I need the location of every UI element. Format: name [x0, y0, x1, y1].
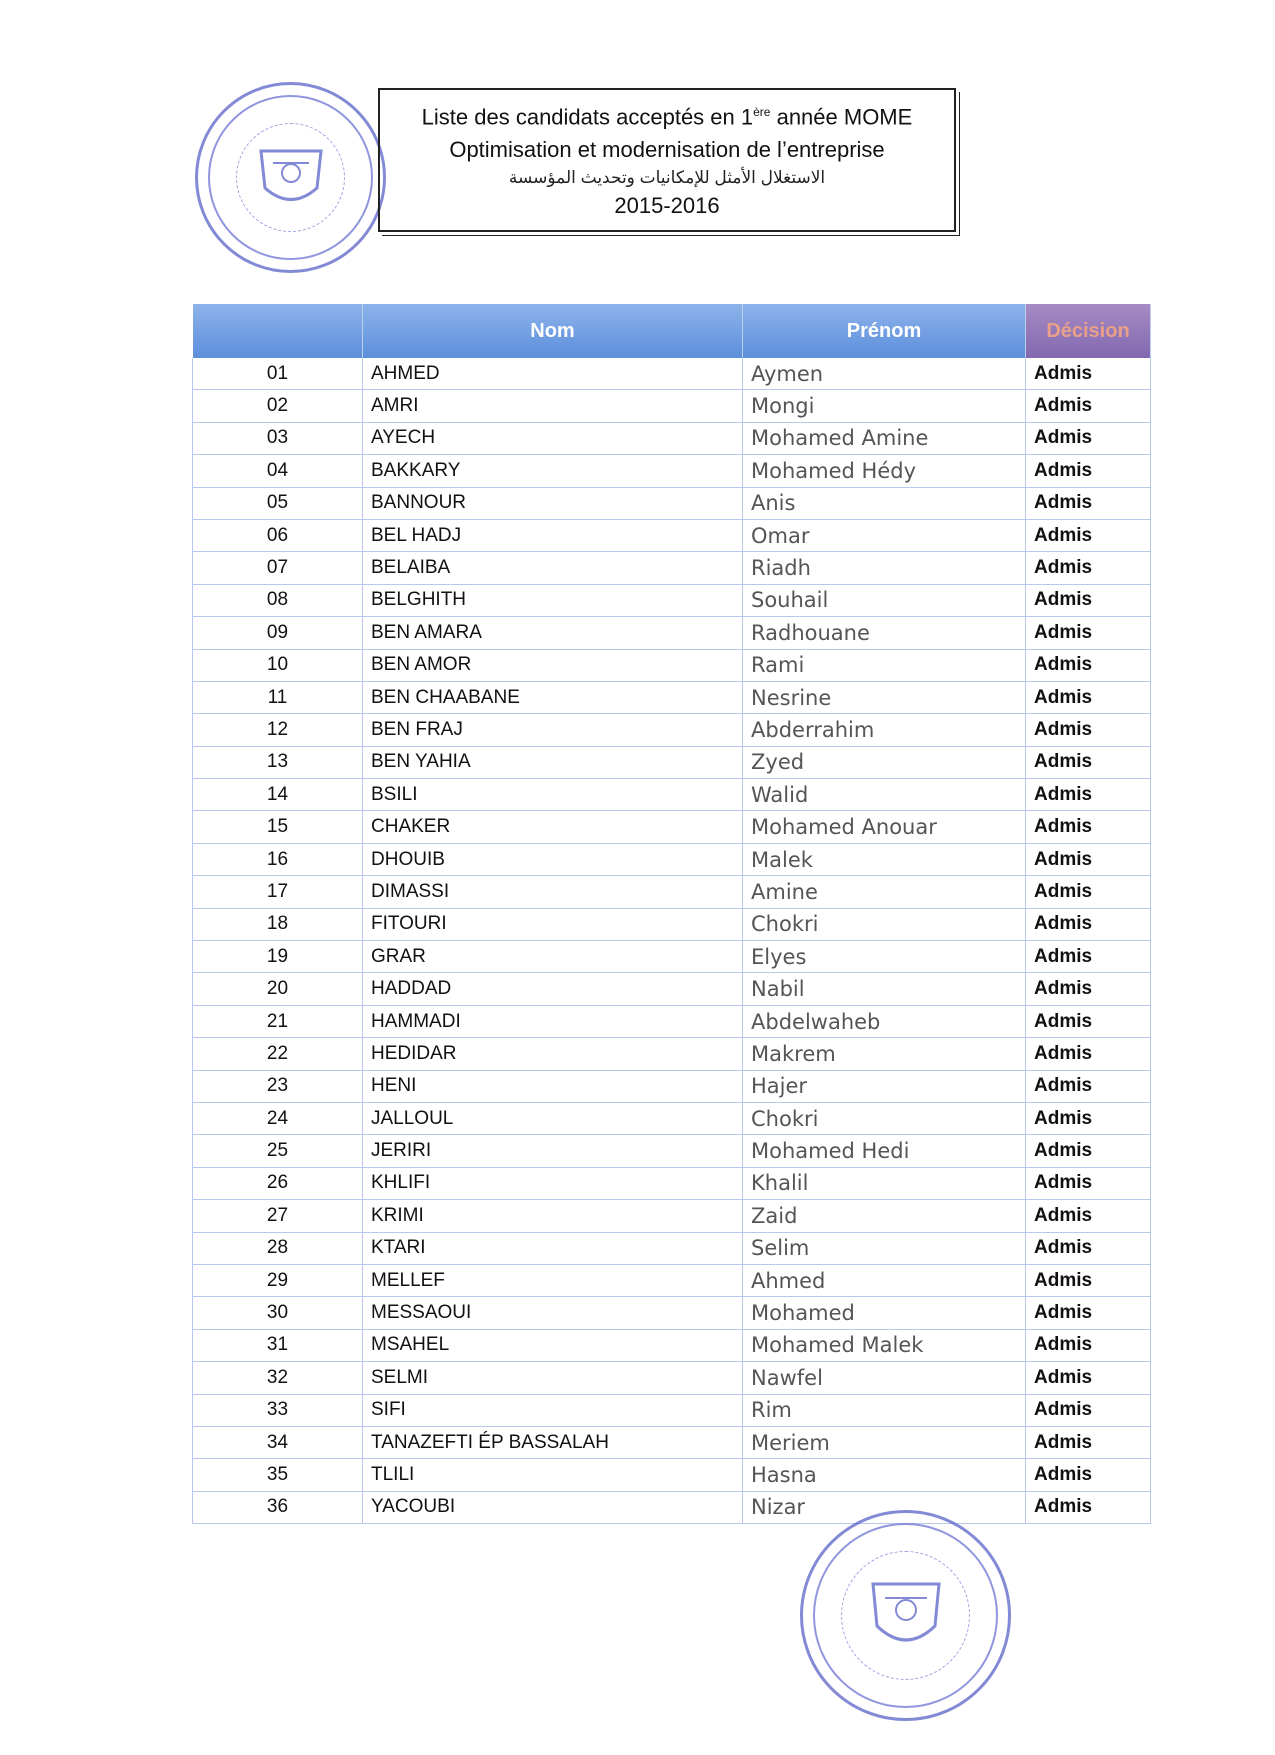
table-row: [193, 1362, 1151, 1394]
table-row: [193, 811, 1151, 843]
row-number: 33: [193, 1394, 363, 1426]
table-row: [193, 422, 1151, 454]
table-row: [193, 1491, 1151, 1523]
candidate-decision: Admis: [1026, 649, 1151, 681]
candidate-nom: MESSAOUI: [363, 1297, 743, 1329]
candidate-nom: AMRI: [363, 390, 743, 422]
candidate-nom: BSILI: [363, 779, 743, 811]
candidate-nom: YACOUBI: [363, 1491, 743, 1523]
header-decision: Décision: [1026, 304, 1151, 358]
table-row: [193, 617, 1151, 649]
candidate-prenom: Abdelwaheb: [743, 1005, 1026, 1037]
table-row: [193, 1426, 1151, 1458]
candidate-nom: AHMED: [363, 358, 743, 390]
table-row: [193, 876, 1151, 908]
official-stamp-bottom: [800, 1510, 1011, 1721]
candidate-decision: Admis: [1026, 1005, 1151, 1037]
candidate-decision: Admis: [1026, 1200, 1151, 1232]
table-row: [193, 1232, 1151, 1264]
candidate-nom: BANNOUR: [363, 487, 743, 519]
candidate-decision: Admis: [1026, 455, 1151, 487]
table-row: [193, 552, 1151, 584]
header-nom: Nom: [363, 304, 743, 358]
table-row: [193, 390, 1151, 422]
candidate-decision: Admis: [1026, 1038, 1151, 1070]
candidate-nom: DIMASSI: [363, 876, 743, 908]
table-row: [193, 584, 1151, 616]
candidate-nom: KRIMI: [363, 1200, 743, 1232]
candidate-nom: HAMMADI: [363, 1005, 743, 1037]
candidate-prenom: Mohamed Hédy: [743, 455, 1026, 487]
candidate-prenom: Nabil: [743, 973, 1026, 1005]
candidate-prenom: Amine: [743, 876, 1026, 908]
candidate-prenom: Hajer: [743, 1070, 1026, 1102]
candidate-prenom: Selim: [743, 1232, 1026, 1264]
row-number: 15: [193, 811, 363, 843]
row-number: 29: [193, 1264, 363, 1296]
row-number: 14: [193, 779, 363, 811]
candidate-decision: Admis: [1026, 1426, 1151, 1458]
row-number: 07: [193, 552, 363, 584]
row-number: 25: [193, 1135, 363, 1167]
candidates-table: [192, 304, 1151, 1524]
header-number: [193, 304, 363, 358]
candidate-prenom: Zyed: [743, 746, 1026, 778]
row-number: 32: [193, 1362, 363, 1394]
table-row: [193, 1102, 1151, 1134]
row-number: 05: [193, 487, 363, 519]
candidate-decision: Admis: [1026, 811, 1151, 843]
candidate-nom: TANAZEFTI ÉP BASSALAH: [363, 1426, 743, 1458]
candidate-prenom: Omar: [743, 519, 1026, 551]
row-number: 13: [193, 746, 363, 778]
table-row: [193, 1038, 1151, 1070]
candidate-prenom: Mongi: [743, 390, 1026, 422]
table-row: [193, 1297, 1151, 1329]
row-number: 19: [193, 941, 363, 973]
candidate-nom: HEDIDAR: [363, 1038, 743, 1070]
candidate-prenom: Radhouane: [743, 617, 1026, 649]
candidate-prenom: Chokri: [743, 1102, 1026, 1134]
candidate-prenom: Riadh: [743, 552, 1026, 584]
row-number: 16: [193, 843, 363, 875]
row-number: 09: [193, 617, 363, 649]
row-number: 36: [193, 1491, 363, 1523]
row-number: 01: [193, 358, 363, 390]
table-row: [193, 779, 1151, 811]
row-number: 26: [193, 1167, 363, 1199]
candidate-prenom: Nesrine: [743, 681, 1026, 713]
candidate-prenom: Malek: [743, 843, 1026, 875]
row-number: 30: [193, 1297, 363, 1329]
row-number: 18: [193, 908, 363, 940]
candidate-prenom: Mohamed: [743, 1297, 1026, 1329]
table-row: [193, 519, 1151, 551]
title-box: [378, 88, 956, 232]
table-row: [193, 649, 1151, 681]
candidate-nom: BELAIBA: [363, 552, 743, 584]
table-row: [193, 714, 1151, 746]
row-number: 27: [193, 1200, 363, 1232]
table-row: [193, 908, 1151, 940]
candidate-prenom: Zaid: [743, 1200, 1026, 1232]
row-number: 20: [193, 973, 363, 1005]
candidate-decision: Admis: [1026, 1491, 1151, 1523]
row-number: 22: [193, 1038, 363, 1070]
candidate-prenom: Anis: [743, 487, 1026, 519]
row-number: 06: [193, 519, 363, 551]
header-prenom: Prénom: [743, 304, 1026, 358]
title-line-arabic: الاستغلال الأمثل للإمكانيات وتحديث المؤسسة: [508, 168, 826, 188]
table-row: [193, 1005, 1151, 1037]
row-number: 11: [193, 681, 363, 713]
candidate-decision: Admis: [1026, 941, 1151, 973]
candidate-decision: Admis: [1026, 681, 1151, 713]
candidate-decision: Admis: [1026, 1167, 1151, 1199]
official-stamp-top: [195, 82, 386, 273]
candidate-nom: MELLEF: [363, 1264, 743, 1296]
title-line-2: Optimisation et modernisation de l’entreprise: [449, 137, 885, 163]
candidate-decision: Admis: [1026, 973, 1151, 1005]
candidate-prenom: Walid: [743, 779, 1026, 811]
candidate-nom: BEN AMARA: [363, 617, 743, 649]
candidate-decision: Admis: [1026, 1070, 1151, 1102]
candidate-decision: Admis: [1026, 1297, 1151, 1329]
candidate-nom: HENI: [363, 1070, 743, 1102]
candidate-decision: Admis: [1026, 1135, 1151, 1167]
table-row: [193, 941, 1151, 973]
row-number: 04: [193, 455, 363, 487]
candidate-decision: Admis: [1026, 1362, 1151, 1394]
row-number: 12: [193, 714, 363, 746]
row-number: 03: [193, 422, 363, 454]
row-number: 24: [193, 1102, 363, 1134]
table-row: [193, 1264, 1151, 1296]
candidate-nom: SIFI: [363, 1394, 743, 1426]
table-header-row: [193, 304, 1151, 358]
candidate-nom: BEN FRAJ: [363, 714, 743, 746]
row-number: 10: [193, 649, 363, 681]
table-row: [193, 746, 1151, 778]
candidate-nom: CHAKER: [363, 811, 743, 843]
candidate-nom: KTARI: [363, 1232, 743, 1264]
row-number: 17: [193, 876, 363, 908]
candidate-prenom: Meriem: [743, 1426, 1026, 1458]
table-row: [193, 973, 1151, 1005]
candidate-nom: HADDAD: [363, 973, 743, 1005]
table-row: [193, 1394, 1151, 1426]
candidate-nom: TLILI: [363, 1459, 743, 1491]
candidate-decision: Admis: [1026, 876, 1151, 908]
candidate-nom: FITOURI: [363, 908, 743, 940]
candidate-nom: KHLIFI: [363, 1167, 743, 1199]
table-row: [193, 1329, 1151, 1361]
candidate-nom: BEN YAHIA: [363, 746, 743, 778]
candidate-decision: Admis: [1026, 487, 1151, 519]
candidate-prenom: Rim: [743, 1394, 1026, 1426]
candidate-nom: BEN CHAABANE: [363, 681, 743, 713]
candidate-decision: Admis: [1026, 1102, 1151, 1134]
candidate-prenom: Mohamed Hedi: [743, 1135, 1026, 1167]
table-row: [193, 358, 1151, 390]
row-number: 23: [193, 1070, 363, 1102]
table-row: [193, 1200, 1151, 1232]
table-row: [193, 1459, 1151, 1491]
table-row: [193, 487, 1151, 519]
candidate-decision: Admis: [1026, 746, 1151, 778]
candidate-decision: Admis: [1026, 358, 1151, 390]
candidate-decision: Admis: [1026, 843, 1151, 875]
candidate-decision: Admis: [1026, 390, 1151, 422]
candidate-decision: Admis: [1026, 1394, 1151, 1426]
candidate-prenom: Nawfel: [743, 1362, 1026, 1394]
crest-icon: [251, 143, 331, 213]
candidate-nom: BEN AMOR: [363, 649, 743, 681]
table-row: [193, 1135, 1151, 1167]
candidate-decision: Admis: [1026, 552, 1151, 584]
candidate-nom: JALLOUL: [363, 1102, 743, 1134]
row-number: 28: [193, 1232, 363, 1264]
candidate-decision: Admis: [1026, 584, 1151, 616]
candidate-decision: Admis: [1026, 714, 1151, 746]
candidate-decision: Admis: [1026, 1232, 1151, 1264]
candidate-nom: BELGHITH: [363, 584, 743, 616]
candidate-prenom: Souhail: [743, 584, 1026, 616]
candidate-nom: AYECH: [363, 422, 743, 454]
candidate-prenom: Mohamed Anouar: [743, 811, 1026, 843]
table-row: [193, 843, 1151, 875]
candidate-prenom: Mohamed Amine: [743, 422, 1026, 454]
table-row: [193, 1070, 1151, 1102]
table-row: [193, 1167, 1151, 1199]
candidate-decision: Admis: [1026, 1264, 1151, 1296]
candidate-prenom: Aymen: [743, 358, 1026, 390]
candidate-decision: Admis: [1026, 422, 1151, 454]
candidate-decision: Admis: [1026, 617, 1151, 649]
candidate-prenom: Nizar: [743, 1491, 1026, 1523]
candidate-decision: Admis: [1026, 1459, 1151, 1491]
candidate-nom: JERIRI: [363, 1135, 743, 1167]
candidate-prenom: Khalil: [743, 1167, 1026, 1199]
table-row: [193, 681, 1151, 713]
row-number: 31: [193, 1329, 363, 1361]
candidate-decision: Admis: [1026, 908, 1151, 940]
candidate-nom: GRAR: [363, 941, 743, 973]
candidate-prenom: Rami: [743, 649, 1026, 681]
candidate-nom: SELMI: [363, 1362, 743, 1394]
candidate-prenom: Ahmed: [743, 1264, 1026, 1296]
candidate-nom: MSAHEL: [363, 1329, 743, 1361]
candidate-prenom: Chokri: [743, 908, 1026, 940]
candidate-nom: BEL HADJ: [363, 519, 743, 551]
row-number: 35: [193, 1459, 363, 1491]
title-line-1: Liste des candidats acceptés en 1ère année MOME: [421, 104, 913, 130]
candidate-decision: Admis: [1026, 779, 1151, 811]
candidate-prenom: Mohamed Malek: [743, 1329, 1026, 1361]
crest-icon: [861, 1576, 951, 1656]
academic-year: 2015-2016: [614, 193, 720, 219]
row-number: 08: [193, 584, 363, 616]
row-number: 02: [193, 390, 363, 422]
candidate-prenom: Makrem: [743, 1038, 1026, 1070]
candidate-nom: BAKKARY: [363, 455, 743, 487]
candidate-nom: DHOUIB: [363, 843, 743, 875]
candidate-decision: Admis: [1026, 519, 1151, 551]
candidate-prenom: Abderrahim: [743, 714, 1026, 746]
candidate-prenom: Elyes: [743, 941, 1026, 973]
row-number: 21: [193, 1005, 363, 1037]
candidate-prenom: Hasna: [743, 1459, 1026, 1491]
row-number: 34: [193, 1426, 363, 1458]
candidate-decision: Admis: [1026, 1329, 1151, 1361]
table-row: [193, 455, 1151, 487]
